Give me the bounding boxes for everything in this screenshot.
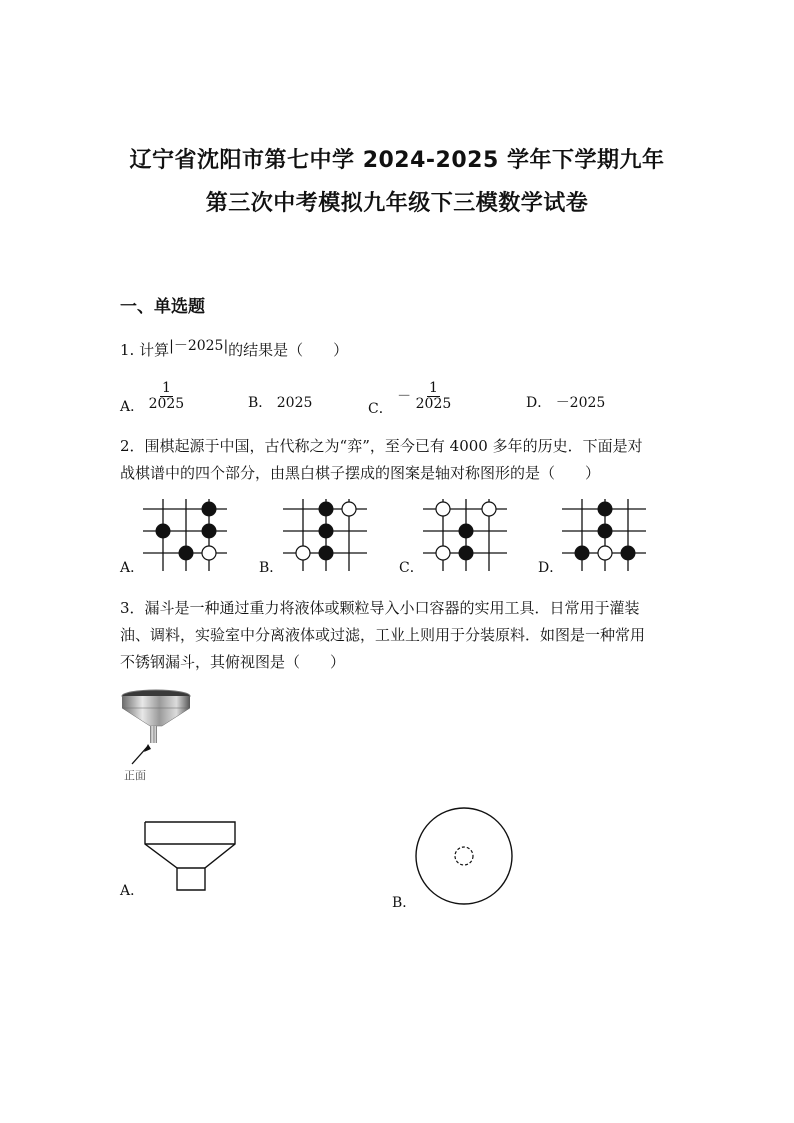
- white-stone: [296, 546, 310, 560]
- option-label: D．: [526, 395, 552, 411]
- abs-expression: |－2025|: [169, 338, 229, 354]
- black-stone: [598, 524, 613, 539]
- go-board-a: [143, 499, 227, 571]
- fraction-denominator: 2025: [415, 396, 452, 412]
- option-label: C．: [368, 400, 393, 417]
- black-stone: [621, 546, 636, 561]
- black-stone: [459, 524, 474, 539]
- black-stone: [156, 524, 171, 539]
- white-stone: [598, 546, 612, 560]
- question-text-line: 2．围棋起源于中国，古代称之为“弈”，至今已有 4000 多年的历史．下面是对: [120, 437, 643, 455]
- black-stone: [575, 546, 590, 561]
- option-label: B．: [248, 395, 273, 411]
- option-d[interactable]: [526, 392, 605, 412]
- question-2: [120, 433, 643, 487]
- option-a-label[interactable]: A．: [120, 560, 145, 576]
- question-text-line: 油、调料，实验室中分离液体或过滤，工业上则用于分装原料．如图是一种常用: [120, 626, 646, 644]
- black-stone: [179, 546, 194, 561]
- option-b-label[interactable]: B．: [259, 560, 284, 576]
- section-title: 一、单选题: [120, 297, 205, 317]
- black-stone: [598, 502, 613, 517]
- title-line-2: 第三次中考模拟九年级下三模数学试卷: [205, 191, 589, 216]
- question-text-line: 战棋谱中的四个部分，由黑白棋子摆成的图案是轴对称图形的是（ ）: [120, 464, 601, 482]
- option-c-label[interactable]: C．: [399, 560, 424, 576]
- funnel-top-view: [415, 807, 515, 907]
- fraction-denominator: 2025: [148, 396, 185, 412]
- question-text-line: 不锈钢漏斗，其俯视图是（ ）: [120, 653, 346, 671]
- option-d-label[interactable]: D．: [538, 560, 564, 576]
- photo-label: 正面: [124, 769, 146, 782]
- arrow-line: [132, 746, 148, 764]
- minus-sign: －: [397, 388, 412, 405]
- option-value: 2025: [276, 395, 313, 411]
- white-stone: [342, 502, 356, 516]
- fraction-numerator: 1: [428, 380, 438, 396]
- option-a-label[interactable]: A．: [120, 883, 145, 899]
- white-stone: [436, 502, 450, 516]
- option-b-label[interactable]: B．: [392, 895, 417, 911]
- question-3: [120, 595, 645, 676]
- black-stone: [319, 502, 334, 517]
- option-c[interactable]: [368, 380, 452, 417]
- go-board-d: [562, 499, 646, 571]
- question-text: 计算: [139, 341, 170, 359]
- black-stone: [202, 524, 217, 539]
- option-b[interactable]: [248, 392, 312, 412]
- option-label: A．: [120, 398, 145, 415]
- question-1: [120, 337, 348, 365]
- black-stone: [202, 502, 217, 517]
- black-stone: [319, 546, 334, 561]
- white-stone: [482, 502, 496, 516]
- fraction: [149, 381, 185, 412]
- funnel-front-view: [143, 820, 239, 892]
- option-value: －2025: [555, 395, 606, 411]
- fraction: [416, 381, 452, 412]
- black-stone: [459, 546, 474, 561]
- option-a[interactable]: [120, 380, 185, 415]
- title-line-1: 辽宁省沈阳市第七中学 2024-2025 学年下学期九年: [129, 148, 665, 173]
- black-stone: [319, 524, 334, 539]
- go-board-c: [423, 499, 507, 571]
- question-text: 的结果是（ ）: [228, 341, 349, 359]
- arrow-head: [144, 744, 151, 752]
- fraction-numerator: 1: [161, 380, 171, 396]
- white-stone: [436, 546, 450, 560]
- question-number: 1.: [120, 341, 135, 359]
- go-board-b: [283, 499, 367, 571]
- question-text-line: 3．漏斗是一种通过重力将液体或颗粒导入小口容器的实用工具．日常用于灌装: [120, 599, 640, 617]
- white-stone: [202, 546, 216, 560]
